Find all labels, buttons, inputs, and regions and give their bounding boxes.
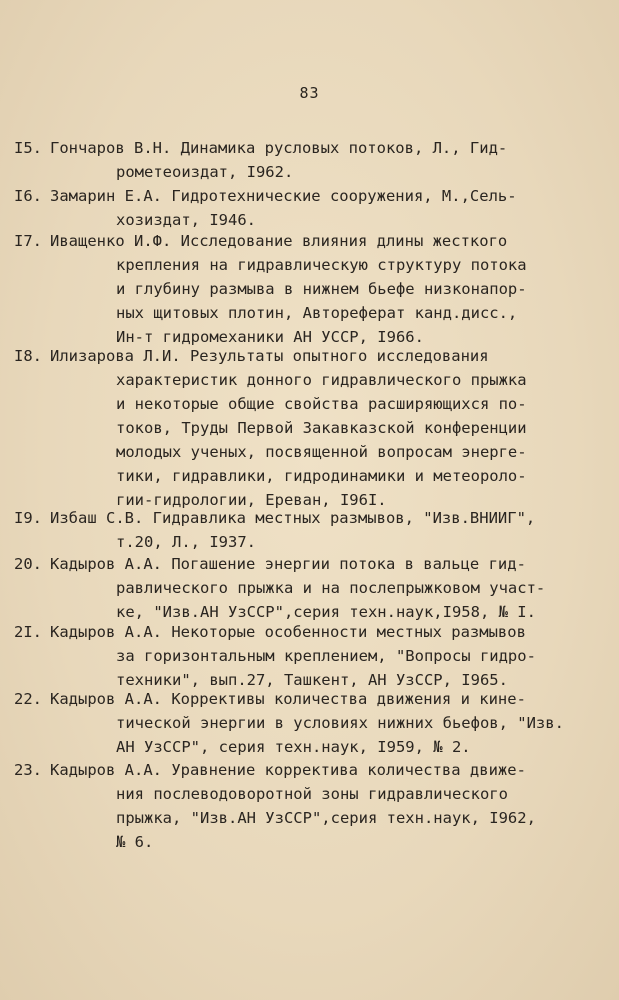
reference-line: тической энергии в условиях нижних бьефов, "Изв. [116, 714, 564, 732]
reference-line: токов, Труды Первой Закавказской конференции [116, 419, 527, 437]
reference-line: и некоторые общие свойства расширяющихся по- [116, 395, 527, 413]
reference-number: 20. [14, 555, 42, 573]
reference-line: равлического прыжка и на послепрыжковом участ- [116, 579, 546, 597]
reference-line: прыжка, "Изв.АН УзССР",серия техн.наук, I962, [116, 809, 536, 827]
reference-line: Кадыров А.А. Погашение энергии потока в вальце гид- [50, 555, 526, 573]
reference-number: 22. [14, 690, 42, 708]
reference-number: 2I. [14, 623, 42, 641]
reference-line: Кадыров А.А. Некоторые особенности местных размывов [50, 623, 526, 641]
page-number: 83 [299, 84, 320, 102]
reference-line: крепления на гидравлическую структуру потока [116, 256, 527, 274]
reference-line: № 6. [116, 833, 154, 851]
reference-line: Иващенко И.Ф. Исследование влияния длины жесткого [50, 232, 508, 250]
reference-line: Избаш С.В. Гидравлика местных размывов, "Изв.ВНИИГ", [50, 509, 536, 527]
reference-line: Гончаров В.Н. Динамика русловых потоков, Л., Гид- [50, 139, 508, 157]
reference-number: I9. [14, 509, 42, 527]
reference-line: техники", вып.27, Ташкент, АН УзССР, I965. [116, 671, 508, 689]
reference-line: тики, гидравлики, гидродинамики и метеороло- [116, 467, 527, 485]
reference-number: I6. [14, 187, 42, 205]
reference-line: рометеоиздат, I962. [116, 163, 294, 181]
reference-line: Ин-т гидромеханики АН УССР, I966. [116, 328, 424, 346]
reference-line: ных щитовых плотин, Автореферат канд.дисс., [116, 304, 518, 322]
reference-line: гии-гидрологии, Ереван, I96I. [116, 491, 387, 509]
reference-line: хозиздат, I946. [116, 211, 256, 229]
reference-number: 23. [14, 761, 42, 779]
reference-line: Замарин Е.А. Гидротехнические сооружения, М.,Сель- [50, 187, 517, 205]
reference-line: ке, "Изв.АН УзССР",серия техн.наук,I958, № I. [116, 603, 536, 621]
reference-line: молодых ученых, посвященной вопросам энерге- [116, 443, 527, 461]
reference-number: I5. [14, 139, 42, 157]
reference-number: I7. [14, 232, 42, 250]
reference-line: за горизонтальным креплением, "Вопросы гидро- [116, 647, 536, 665]
reference-line: Кадыров А.А. Коррективы количества движения и кине- [50, 690, 526, 708]
reference-line: АН УзССР", серия техн.наук, I959, № 2. [116, 738, 471, 756]
reference-line: и глубину размыва в нижнем бьефе низконапор- [116, 280, 527, 298]
reference-line: характеристик донного гидравлического прыжка [116, 371, 527, 389]
reference-line: ния послеводоворотной зоны гидравлического [116, 785, 508, 803]
reference-number: I8. [14, 347, 42, 365]
reference-line: Илизарова Л.И. Результаты опытного исследования [50, 347, 489, 365]
reference-line: Кадыров А.А. Уравнение корректива количества движе- [50, 761, 526, 779]
reference-line: т.20, Л., I937. [116, 533, 256, 551]
